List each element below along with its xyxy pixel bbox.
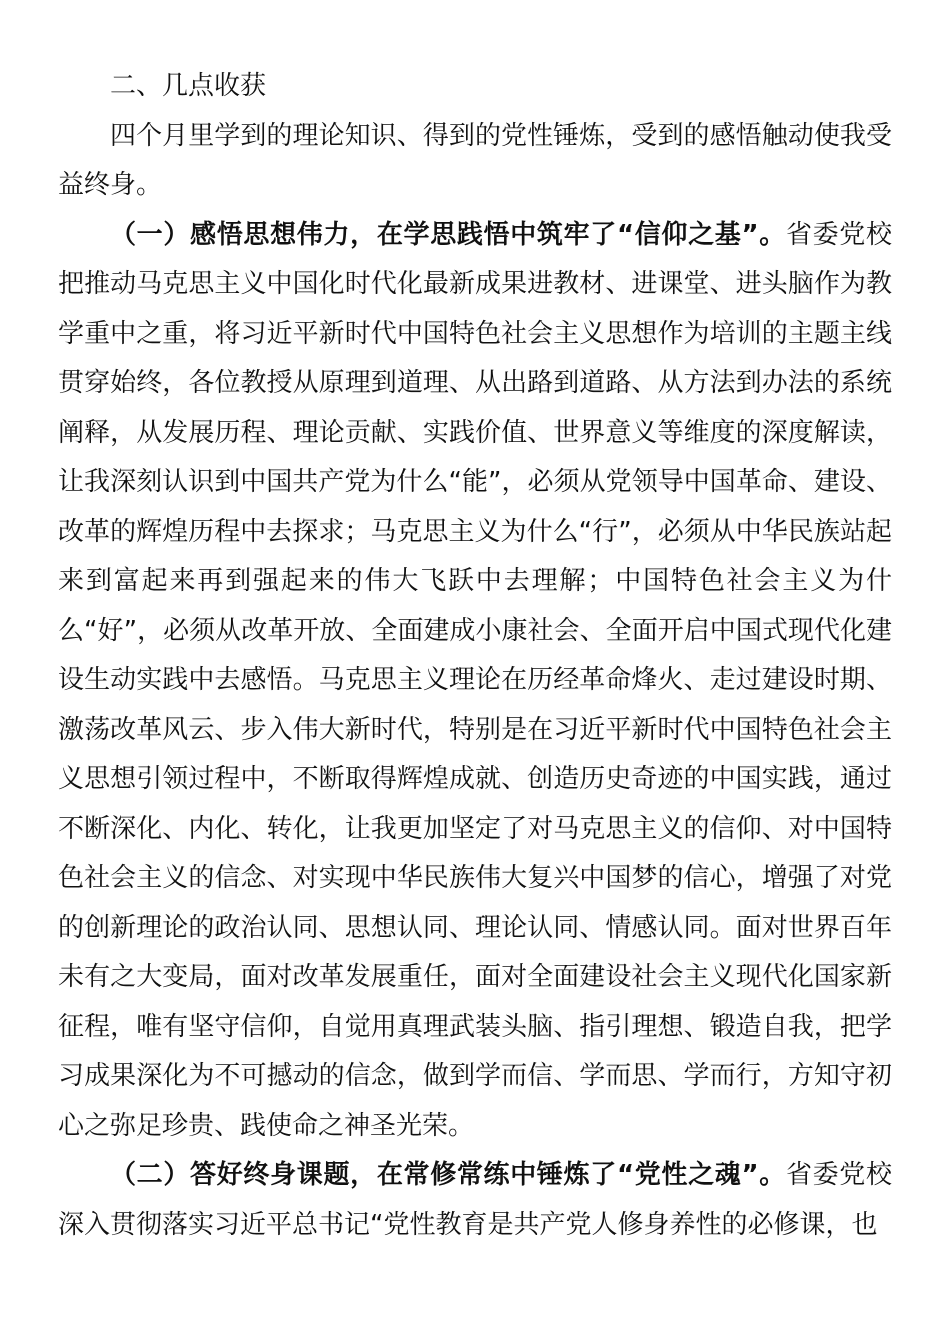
paragraph-2 <box>58 1151 892 1250</box>
paragraph-1 <box>58 211 892 1152</box>
paragraph-2-body: 省委党校深入贯彻落实习近平总书记“党性教育是共产党人修身养性的必修课，也 <box>58 1160 892 1240</box>
document-body <box>58 62 892 1250</box>
intro-paragraph: 四个月里学到的理论知识、得到的党性锤炼，受到的感悟触动使我受益终身。 <box>58 120 892 200</box>
section-title: 二、几点收获 <box>110 71 267 101</box>
paragraph-1-body: 省委党校把推动马克思主义中国化时代化最新成果进教材、进课堂、进头脑作为教学重中之重，将习近平新时代中国特色社会主义思想作为培训的主题主线贯穿始终，各位教授从原理到道理、从出路到道路、从方法到办法的系统阐释，从发展历程、理论贡献、实践价值、世界意义等维度的深度解读，让我深刻认识到中国共产党为什么“能”，必须从党领导中国革命、建设、改革的辉煌历程中去探求；马克思主义为什么“行”，必须从中华民族站起来到富起来再到强起来的伟大飞跃中去理解；中国特色社会主义为什么“好”，必须从改革开放、全面建成小康社会、全面开启中国式现代化建设生动实践中去感悟。马克思主义理论在历经革命烽火、走过建设时期、激荡改革风云、步入伟大新时代，特别是在习近平新时代中国特色社会主义思想引领过程中，不断取得辉煌成就、创造历史奇迹的中国实践，通过不断深化、内化、转化，让我更加坚定了对马克思主义的信仰、对中国特色社会主义的信念、对实现中华民族伟大复兴中国梦的信心，增强了对党的创新理论的政治认同、思想认同、理论认同、情感认同。面对世界百年未有之大变局，面对改革发展重任，面对全面建设社会主义现代化国家新征程，唯有坚守信仰，自觉用真理武装头脑、指引理想、锻造自我，把学习成果深化为不可撼动的信念，做到学而信、学而思、学而行，方知守初心之弥足珍贵、践使命之神圣光荣。 <box>58 219 892 1141</box>
paragraph-1-heading: （一）感悟思想伟力，在学思践悟中筑牢了“信仰之基”。 <box>110 219 786 250</box>
paragraph-2-heading: （二）答好终身课题，在常修常练中锤炼了“党性之魂”。 <box>110 1160 786 1190</box>
